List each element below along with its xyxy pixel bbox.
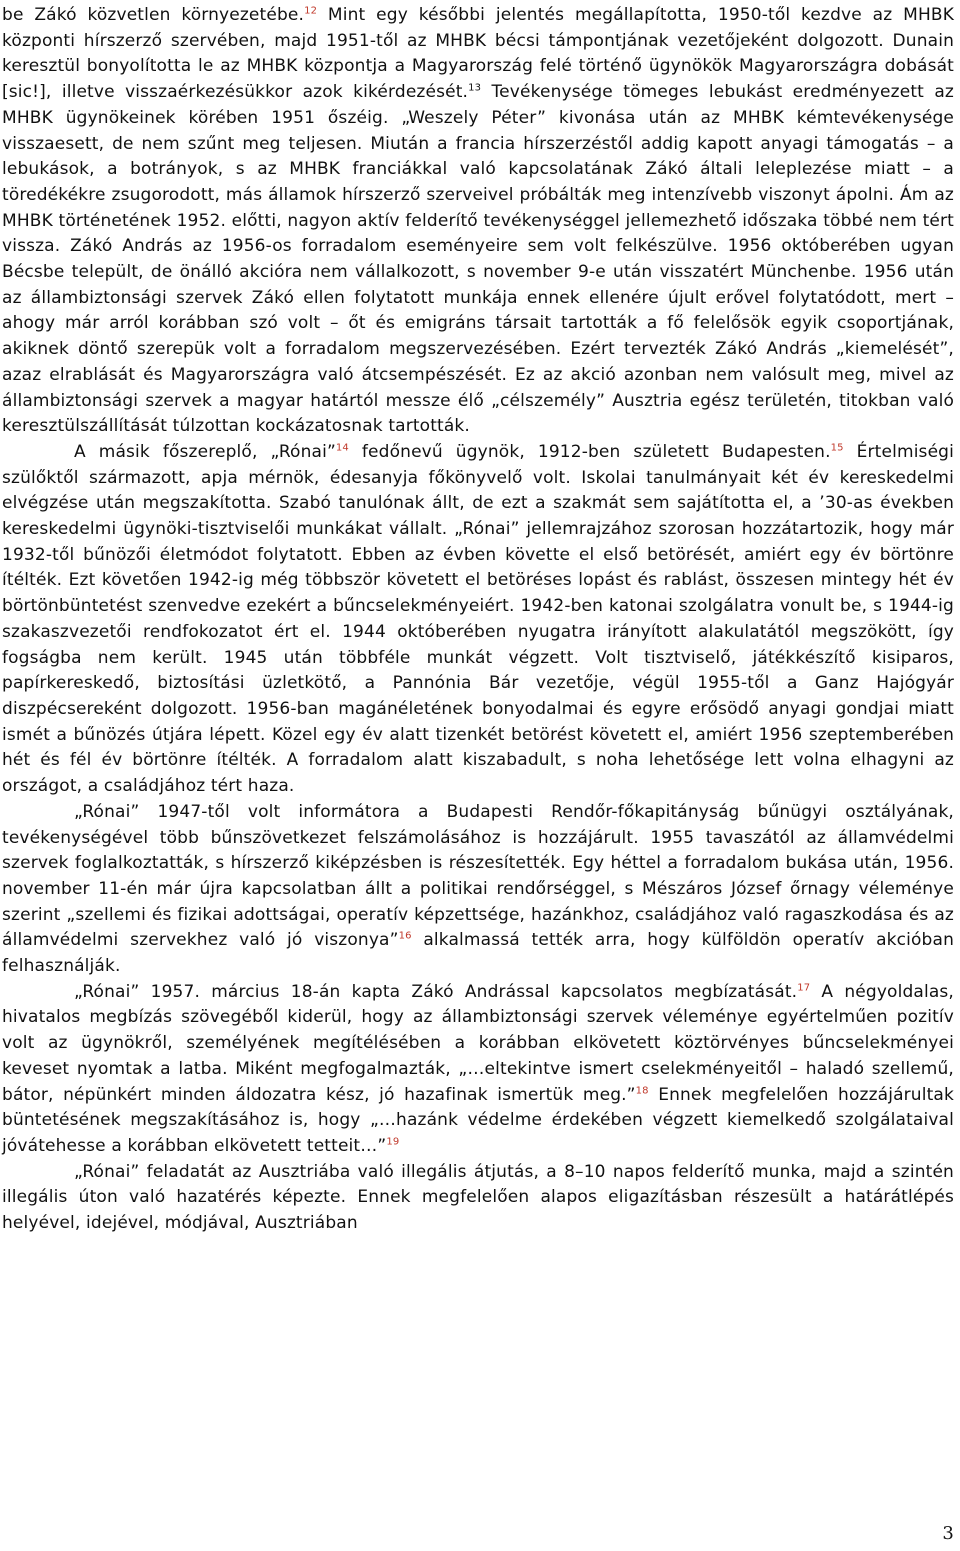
footnote-ref[interactable]: 13: [468, 82, 482, 94]
text-run: Mint egy későbbi jelentés megállapította, 1950-től kezdve az MHBK központi hírszerző szervében, majd 1951-től az MHBK bécsi támpontjának vezetőjeként dolgozott. Dunain keresztül bonyolította le az MHBK központja a Magyarország felé történő ügynökök Magyarországra dobását [sic!], illetve visszaérkezésükkor azok kikérdezését.: [2, 5, 954, 103]
text-run: A másik főszereplő, „Rónai”: [74, 441, 336, 462]
footnote-ref[interactable]: 16: [398, 930, 412, 942]
footnote-ref[interactable]: 14: [335, 442, 349, 454]
paragraph-p3: [2, 800, 954, 980]
text-run: Értelmiségi szülőktől származott, apja mérnök, édesanyja főkönyvelő volt. Iskolai tanulmányait két év kereskedelmi elvégzése után megszakította. Szabó tanulónak állt, de ezt a szakmát sem sajátította el, a ’30-as években kereskedelmi ügynöki-tisztviselői munkákat vállalt. „Rónai” jellemrajzához szorosan hozzátartozik, hogy már 1932-től bűnözői életmódot folytatott. Ebben az évben követte el első betörését, amiért egy év börtönre ítélték. Ezt követően 1942-ig még többször követett el betöréses lopást és rablást, összesen mintegy hét év börtönbüntetést szenvedve ezekért a bűncselekményeiért. 1942-ben katonai szolgálatra vonult be, s 1944-ig szakaszvezetői rendfokozatot ért el. 1944 októberében nyugatra irányított alakulatától megszökött, így fogságba nem került. 1945 után többféle munkát végzett. Volt tisztviselő, játékkészítő kisiparos, papírkereskedő, biztosítási üzletkötő, a Pannónia Bár vezetője, végül 1955-től a Ganz Hajógyár diszpécsereként dolgozott. 1956-ban magánéletének bonyodalmai és egyre erősödő anyagi gondjai miatt ismét a bűnözés útjára lépett. Közel egy év alatt tizenkét betörést követett el, amiért 1956 szeptemberében hét és fél év börtönre ítélték. A forradalom alatt kiszabadult, s noha lehetősége lett volna elhagyni az országot, a családjához tért haza.: [2, 441, 954, 797]
text-run: „Rónai” 1947-től volt informátora a Budapesti Rendőr-főkapitányság bűnügyi osztályának, tevékenységével több bűnszövetkezet felszámolásához is hozzájárult. 1955 tavaszától az államvédelmi szervek foglalkoztatták, s hírszerző kiképzésben is részesítették. Egy héttel a forradalom bukása után, 1956. november 11-én már újra kapcsolatban állt a politikai rendőrséggel, s Mészáros József őrnagy véleménye szerint „szellemi és fizikai adottságai, operatív képzettsége, hazánkhoz, családjához való ragaszkodása és az államvédelmi szervekhez való jó viszonya”: [2, 801, 954, 951]
text-run: alkalmassá tették arra, hogy külföldön operatív akcióban felhasználják.: [2, 930, 954, 977]
text-run: be Zákó közvetlen környezetébe.: [2, 5, 305, 25]
page-number: 3: [942, 1523, 954, 1545]
text-run: fedőnevű ügynök, 1912-ben született Budapesten.: [348, 441, 831, 462]
text-run: A négyoldalas, hivatalos megbízás szövegéből kiderül, hogy az állambiztonsági szervek véleménye egyértelműen pozitív volt az ügynökről, személyének megítélésében a korábban elkövetett köztörvényes bűncselekményei keveset nyomtak a latba. Miként megfogalmazták, „…eltekintve ismert cselekményeitől – haladó szellemű, bátor, népünkért minden áldozatra kész, jó hazafinak ismertük meg.”: [2, 981, 954, 1105]
footnote-ref[interactable]: 17: [797, 982, 811, 994]
footnote-ref[interactable]: 12: [304, 5, 318, 17]
text-run: „Rónai” 1957. március 18-án kapta Zákó Andrással kapcsolatos megbízatását.: [74, 981, 798, 1002]
paragraph-p2: [2, 440, 954, 800]
text-run: „Rónai” feladatát az Ausztriába való illegális átjutás, a 8–10 napos felderítő munka, majd a szintén illegális úton való hazatérés képezte. Ennek megfelelően alapos eligazításban részesült a határátlépés helyével, idejével, módjával, Ausztriában: [2, 1161, 954, 1234]
body-text: [2, 3, 954, 1237]
footnote-ref[interactable]: 15: [830, 442, 844, 454]
text-run: Tevékenysége tömeges lebukást eredményezett az MHBK ügynökeinek körében 1951 őszéig. „Weszely Péter” kivonása után az MHBK kémtevékenysége visszaesett, de nem szűnt meg teljesen. Miután a francia hírszerzéstől addig kapott anyagi támogatás – a lebukások, a botrányok, s az MHBK franciákkal való kapcsolatának Zákó általi leleplezése miatt – a töredékékre zsugorodott, más államok hírszerző szerveivel próbálták meg intenzívebb viszonyt ápolni. Ám az MHBK történetének 1952. előtti, nagyon aktív felderítő tevékenységgel jellemezhető időszaka többé nem tért vissza. Zákó András az 1956-os forradalom eseményeire sem volt felkészülve. 1956 októberében ugyan Bécsbe települt, de önálló akcióra nem vállalkozott, s november 9-e után visszatért Münchenbe. 1956 után az állambiztonsági szervek Zákó ellen folytatott munkája ennek ellenére újult erővel folytatódott, mert – ahogy már arról korábban szó volt – őt és emigráns társait tartották a fő felelősök egyik csoportjának, akiknek döntő szerepük volt a forradalom megszervezésében. Ezért tervezték Zákó András „kiemelését”, azaz elrablását és Magyarországra való átcsempészését. Ez az akció azonban nem valósult meg, mivel az állambiztonsági szervek a magyar határtól messze élő „célszemély” Ausztria egész területén, titokban való keresztülszállítását túlzottan kockázatosnak tartották.: [2, 82, 954, 437]
footnote-ref[interactable]: 19: [386, 1136, 400, 1148]
paragraph-p4: [2, 980, 954, 1160]
paragraph-p5: [2, 1160, 954, 1237]
footnote-ref[interactable]: 18: [635, 1084, 649, 1096]
paragraph-p1: [2, 3, 954, 440]
text-run: Ennek megfelelően hozzájárultak büntetésének megszakításához is, hogy „…hazánk védelme érdekében végzett kiemelkedő szolgálataival jóvátehesse a korábban elkövetett tetteit…”: [2, 1084, 954, 1156]
